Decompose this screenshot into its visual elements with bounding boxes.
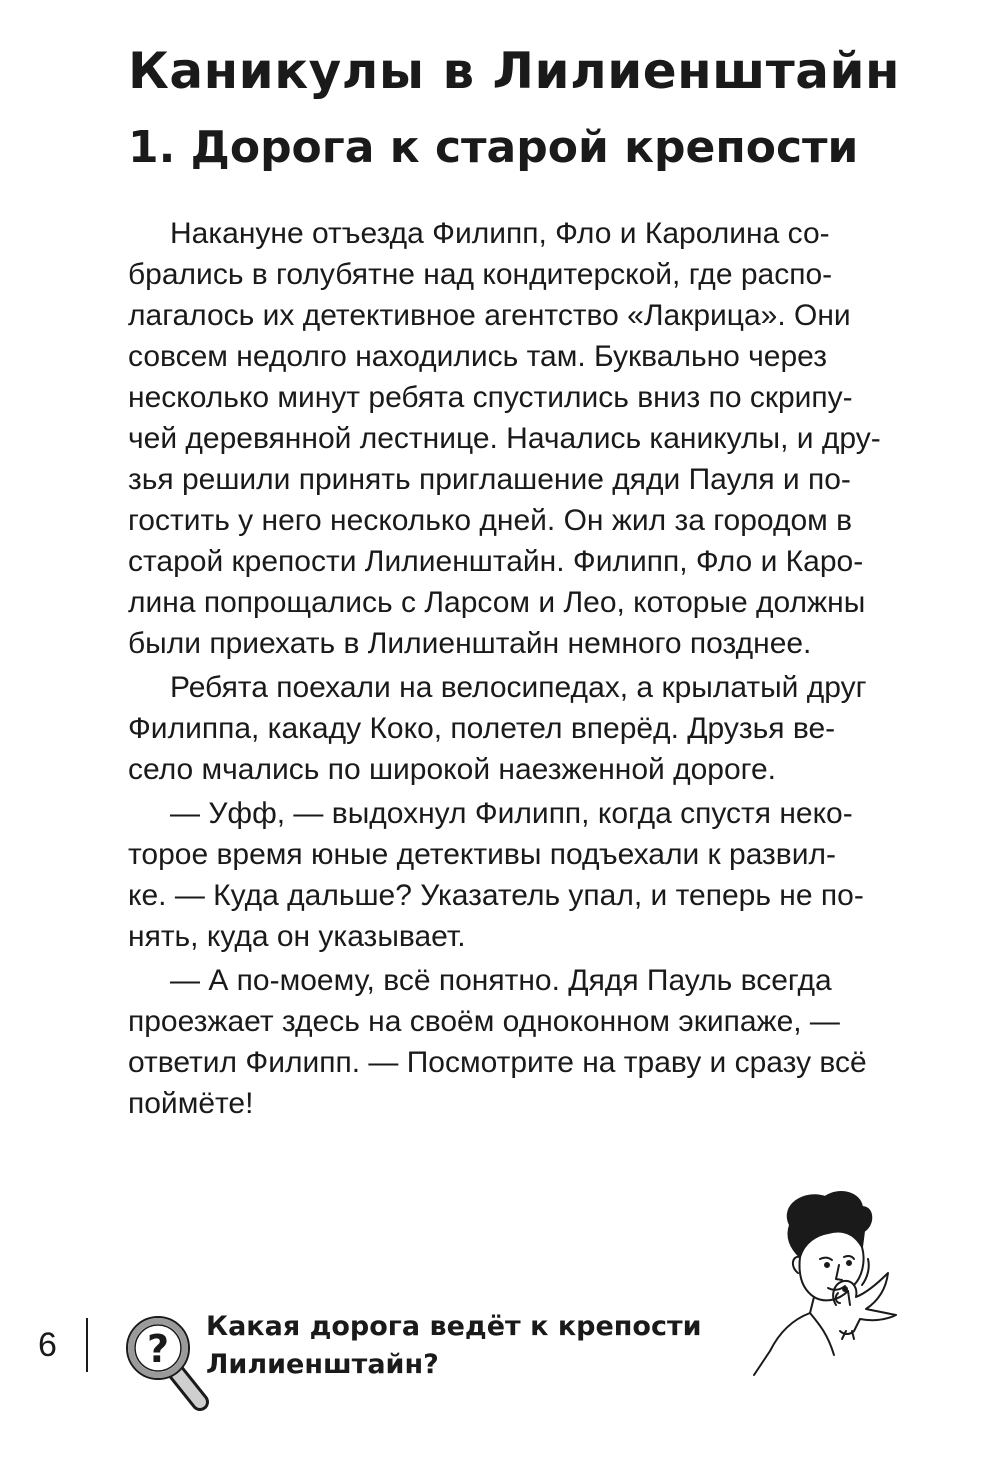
story-text xyxy=(128,213,898,1124)
book-title: Каникулы в Лилиенштайн xyxy=(128,42,901,100)
question-text: Какая дорога ведёт к крепости Лилиенштайн? xyxy=(206,1311,702,1380)
magnifier-question-icon xyxy=(118,1310,218,1420)
chapter-title: 1. Дорога к старой крепости xyxy=(128,122,859,173)
svg-text:?: ? xyxy=(146,1327,170,1371)
boy-with-parrot-illustration xyxy=(750,1185,920,1385)
paragraph: Накануне отъезда Филипп, Фло и Каролина со- брались в голубятне над кондитерской, где распо- лагалось их детективное агентство «Лакрица». Они совсем недолго находились там. Буквально через несколько минут ребята спустились вниз по скрипу- чей деревянной лестнице. Начались каникулы, и дру- зья решили принять приглашение дяди Пауля и по- гостить у него несколько дней. Он жил за городом в старой крепости Лилиенштайн. Филипп, Фло и Каро- лина попрощались с Ларсом и Лео, которые должны были приехать в Лилиенштайн немного позднее. xyxy=(128,217,881,660)
paragraph: Ребята поехали на велосипедах, а крылатый друг Филиппа, какаду Коко, полетел вперёд. Друзья ве- село мчались по широкой наезженной дороге. xyxy=(128,671,867,786)
page-divider xyxy=(86,1318,88,1372)
page-number: 6 xyxy=(38,1326,57,1364)
paragraph: — Уфф, — выдохнул Филипп, когда спустя неко- торое время юные детективы подъехали к развил- ке. — Куда дальше? Указатель упал, и теперь не по- нять, куда он указывает. xyxy=(128,797,864,953)
paragraph: — А по-моему, всё понятно. Дядя Пауль всегда проезжает здесь на своём одноконном экипаже, — ответил Филипп. — Посмотрите на траву и сразу всё поймёте! xyxy=(128,964,867,1120)
